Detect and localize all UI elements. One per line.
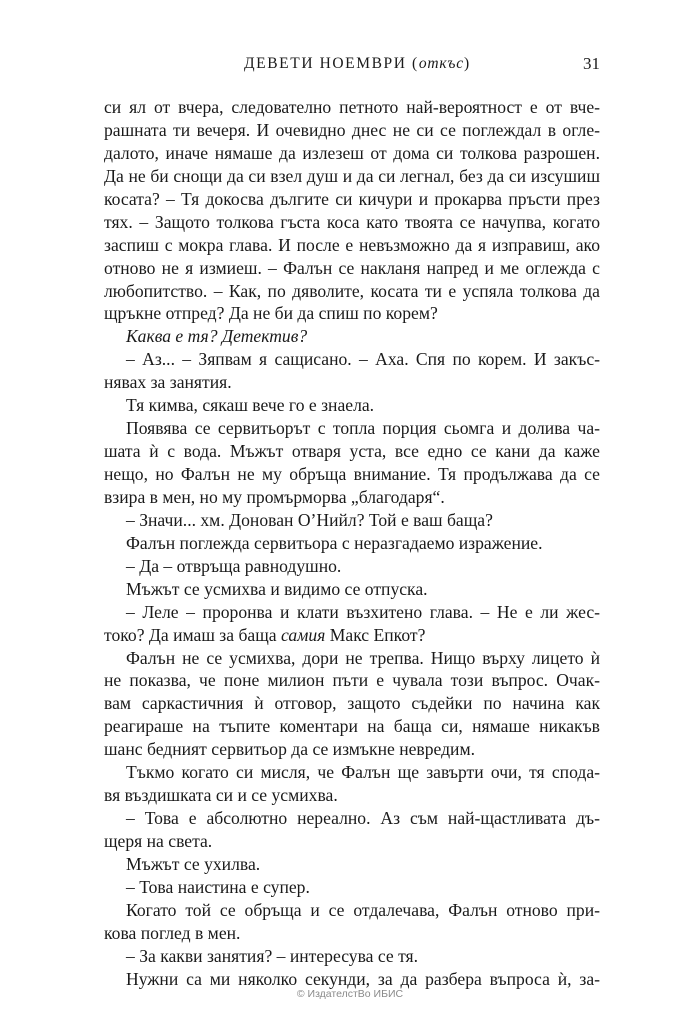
text-run: вам саркастичния ѝ отговор, защото съдейки по начина как <box>104 693 600 714</box>
text-run: тях. – Защото толкова гъста коса като твоята се начупва, когато <box>104 211 600 232</box>
running-title-main: ДЕВЕТИ НОЕМВРИ ( <box>244 55 419 72</box>
text-line <box>104 394 600 417</box>
text-line <box>104 440 600 463</box>
text-line <box>104 302 600 325</box>
text-run: Да не би снощи да си взел душ и да си легнал, без да си изсушиш <box>104 165 600 186</box>
text-run: Когато той се обръща и се отдалечава, Фалън отново при- <box>126 899 600 920</box>
text-line <box>104 807 600 830</box>
text-run: Мъжът се усмихва и видимо се отпуска. <box>126 578 428 599</box>
text-line <box>104 761 600 784</box>
text-line <box>104 165 600 188</box>
text-run: щеря на света. <box>104 831 213 851</box>
text-run: си ял от вчера, следователно петното най-вероятност е от вче- <box>104 97 600 117</box>
text-run: Появява се сервитьорът с топла порция сьомга и долива ча- <box>126 418 600 439</box>
text-run: Фалън поглежда сервитьора с неразгадаемо изражение. <box>126 532 543 553</box>
text-line <box>104 692 600 715</box>
text-line <box>104 945 600 968</box>
body-text <box>104 96 600 991</box>
text-line <box>104 738 600 761</box>
italic-run: Каква е тя? Детектив? <box>126 326 308 347</box>
text-line <box>104 257 600 280</box>
text-run: заспиш с мокра глава. И после е невъзможно да я изправиш, ако <box>104 234 600 255</box>
text-run: кова поглед в мен. <box>104 922 241 943</box>
text-run: косата? – Тя докосва дългите си кичури и прокарва пръсти през <box>104 188 600 209</box>
text-run: шата ѝ с вода. Мъжът отваря уста, все едно се кани да каже <box>104 441 600 462</box>
text-run: – Това наистина е супер. <box>126 876 310 897</box>
text-run: далото, иначе нямаше да излезеш от дома си толкова разрошен. <box>104 142 600 163</box>
text-line <box>104 784 600 807</box>
text-line <box>104 876 600 899</box>
text-line <box>104 325 600 348</box>
text-line <box>104 830 600 853</box>
text-run: Нужни са ми няколко секунди, за да разбера въпроса ѝ, за- <box>126 968 600 989</box>
text-run: Мъжът се ухилва. <box>126 853 261 874</box>
text-run: нещо, но Фалън не му обръща внимание. Тя продължава да се <box>104 464 600 484</box>
text-run: шанс бедният сервитьор да се измъкне невредим. <box>104 739 476 760</box>
text-run: не показва, че поне милион пъти е чувала този въпрос. Очак- <box>104 670 600 691</box>
text-run: щръкне отпред? Да не би да спиш по корем? <box>104 303 438 324</box>
text-line <box>104 188 600 211</box>
italic-run: самия <box>280 624 326 645</box>
running-title <box>244 55 471 73</box>
text-line <box>104 211 600 234</box>
text-run: – Това е абсолютно нереално. Аз съм най-щастливата дъ- <box>126 808 600 829</box>
text-line <box>104 715 600 738</box>
text-run: взира в мен, но му промърморва „благодаря“. <box>104 486 445 507</box>
text-run: нявах за занятия. <box>104 372 232 393</box>
text-line <box>104 624 600 647</box>
text-line <box>104 853 600 876</box>
running-title-close: ) <box>463 55 471 72</box>
page-number: 31 <box>583 54 600 73</box>
text-run: реагираше на тъпите коментари на баща си, нямаше никакъв <box>104 716 600 737</box>
text-run: любопитство. – Как, по дяволите, косата ти е успяла толкова да <box>104 280 600 301</box>
text-line <box>104 601 600 624</box>
text-run: отново не я измиеш. – Фалън се накланя напред и ме оглежда с <box>104 257 600 278</box>
text-line <box>104 142 600 165</box>
text-run: вя въздишката си и се усмихва. <box>104 785 338 806</box>
text-line <box>104 899 600 922</box>
text-run: рашната ти вечеря. И очевидно днес не си се поглеждал в огле- <box>104 119 600 140</box>
text-line <box>104 280 600 303</box>
text-run: токо? Да имаш за баща <box>104 624 281 645</box>
text-run: Тя кимва, сякаш вече го е знаела. <box>126 395 375 416</box>
running-header <box>104 55 600 79</box>
text-line <box>104 463 600 486</box>
text-run: – Значи... хм. Донован О’Нийл? Той е ваш баща? <box>126 509 493 530</box>
text-run: – Да – отвръща равнодушно. <box>126 555 342 576</box>
text-line <box>104 647 600 670</box>
text-line <box>104 509 600 532</box>
text-line <box>104 234 600 257</box>
text-run: – Аз... – Зяпвам я сащисано. – Аха. Спя по корем. И закъс- <box>126 349 600 370</box>
text-line <box>104 555 600 578</box>
text-line <box>104 486 600 509</box>
text-line <box>104 417 600 440</box>
text-run: – За какви занятия? – интересува се тя. <box>126 945 419 966</box>
footer-copyright: © ИздателстВо ИБИС <box>296 988 404 1000</box>
text-line <box>104 578 600 601</box>
text-run: Макс Епкот? <box>325 624 426 645</box>
text-line <box>104 669 600 692</box>
text-line <box>104 348 600 371</box>
text-line <box>104 119 600 142</box>
text-line <box>104 922 600 945</box>
text-line <box>104 371 600 394</box>
running-title-italic: откъс <box>418 55 464 72</box>
text-run: – Леле – проронва и клати възхитено глава. – Не е ли жес- <box>126 601 600 622</box>
text-line <box>104 532 600 555</box>
text-line <box>104 96 600 119</box>
text-run: Фалън не се усмихва, дори не трепва. Нищо върху лицето ѝ <box>126 647 600 668</box>
text-run: Тъкмо когато си мисля, че Фалън ще завърти очи, тя спода- <box>126 762 600 783</box>
